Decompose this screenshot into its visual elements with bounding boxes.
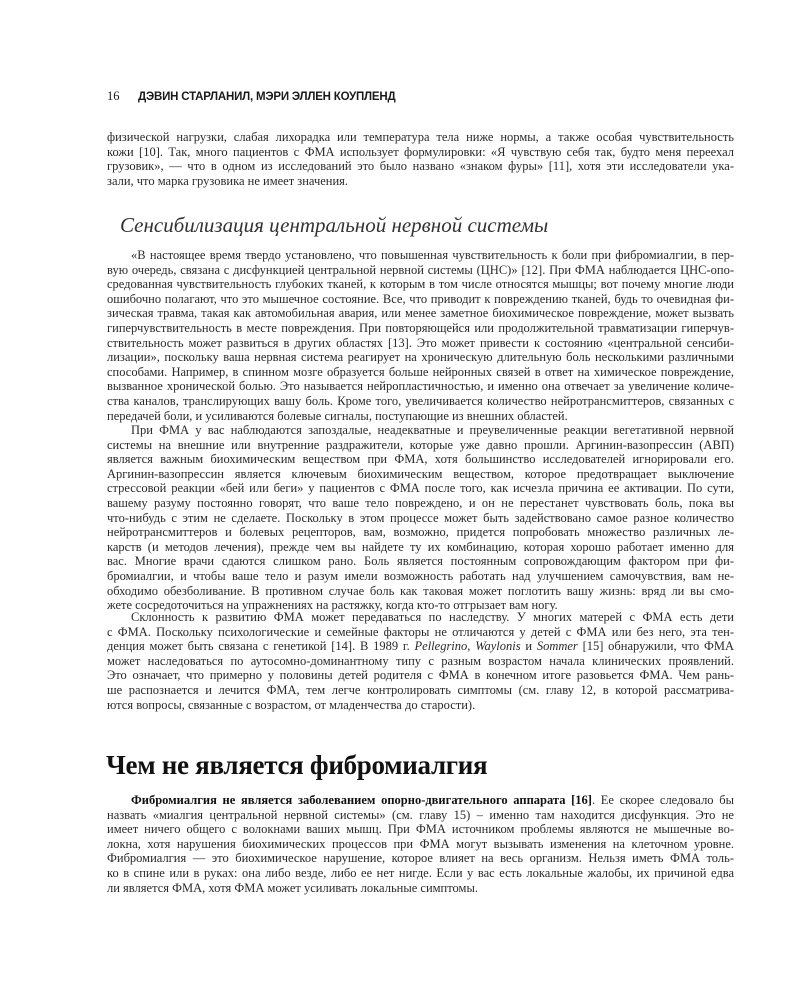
text-line: имеет ничего общего с волокнами ваших мышц. При ФМА источником проблемы являются не мышечные во- [107, 822, 734, 837]
text-line: что-нибудь с этим не сделаете. Поскольку в этом процессе может быть задействовано самое разное количество [107, 510, 734, 525]
paragraph [107, 610, 734, 712]
text-line: кожи [10]. Так, много пациентов с ФМА использует формулировки: «Я чувствую себя так, будто меня переехал [107, 144, 734, 159]
text-line: локна, хотя нарушения биохимических процессов при ФМА могут вызывать изменения на клеточном уровне. [107, 836, 734, 851]
text-span: [15] обнаружили, что ФМА [577, 639, 734, 654]
text-line: ствительность может развиться в других областях [13]. Это может привести к состоянию «центральной сенсиби- [107, 335, 734, 350]
chapter-title: Чем не является фибромиалгия [106, 750, 488, 780]
text-line: вас. Многие врачи сдаются слишком рано. Боль является постоянным сопровождающим фактором при фи- [107, 554, 734, 569]
text-line: передачей боли, и усиливаются болевые сигналы, поступающие из внешних областей. [107, 408, 568, 423]
text-line: жете сосредоточиться на упражнениях на растяжку, когда кто-то отгрызает вам ногу. [107, 598, 558, 613]
text-line: При ФМА у вас наблюдаются запоздалые, неадекватные и преувеличенные реакции вегетативной нервной [131, 423, 734, 437]
text-line: вызванное хронической болью. Это называется нейропластичностью, и именно она отвечает за увеличение количе- [107, 379, 734, 394]
text-line: Фибромиалгия — это биохимическое нарушение, которое влияет на весь организм. Нельзя иметь ФМА толь- [107, 851, 734, 866]
text-line: ются вопросы, связанные с возрастом, от младенчества до старости). [107, 697, 476, 712]
text-line: зическая травма, такая как автомобильная авария, или менее заметное биохимическое повреждение, может вызвать [107, 306, 734, 321]
text-line: способами. Например, в спинном мозге образуется больше нейронных связей в ответ на химическое повреждение, [107, 364, 734, 379]
bold-text: Фибромиалгия не является заболеванием опорно-двигательного аппарата [16] [131, 793, 592, 807]
text-line: Аргинин-вазопрессин является ключевым биохимическим веществом, которое предотвращает выключение [107, 466, 734, 481]
text-line: лизации», поскольку ваша нервная система реагирует на хроническую длительную боль несколькими различными [107, 350, 734, 365]
text-line: ше распознается и лечится ФМА, тем легче контролировать симптомы (см. главу 12, в которой рассматрива- [107, 682, 734, 697]
running-head [107, 89, 396, 104]
text-line: бромиалгии, и чтобы ваше тело и разум имели возможность работать над улучшением самочувствия, вам не- [107, 568, 734, 583]
paragraph [107, 130, 734, 188]
text-line: нейротрансмиттеров и болевых рецепторов, вам, возможно, придется попробовать множество различных ле- [107, 525, 734, 540]
text-line [107, 793, 734, 808]
text-line: Это означает, что примерно у половины детей родителя с ФМА в конечном итоге разовьется ФМА. Чем рань- [107, 668, 734, 683]
text-line: вую очередь, связана с дисфункцией центральной нервной системы (ЦНС)» [12]. При ФМА наблюдается ЦНС-опо- [107, 262, 734, 277]
text-span: , [467, 639, 476, 654]
text-span: денция может быть связана с генетикой [14]. В 1989 г. [107, 639, 415, 654]
page-number: 16 [107, 89, 120, 103]
text-line: ства каналов, транслирующих вашу боль. Кроме того, увеличивается количество нейротрансмиттеров, связанных с [107, 393, 734, 408]
italic-text: Waylonis [475, 639, 521, 654]
text-line: грузовик», — что в одном из исследований это было названо «знаком фуры» [11], хотя эти исследователи ука- [107, 159, 734, 174]
section-title: Сенсибилизация центральной нервной системы [120, 213, 549, 237]
text-line: карств (и методов лечения), прежде чем вы найдете ту их комбинацию, которая хорошо работает именно для [107, 539, 734, 554]
text-line: назвать «миалгия центральной нервной системы» (см. главу 15) – именно там находится дисфункция. Это не [107, 807, 734, 822]
italic-text: Pellegrino [414, 639, 468, 654]
text-line: ли является ФМА, хотя ФМА может усиливать локальные симптомы. [107, 880, 478, 895]
paragraph [107, 793, 734, 895]
text-line [107, 639, 734, 654]
text-line: ко в спине или в руках: она либо везде, либо ее нет нигде. Если у вас есть локальные жалобы, их причиной едва [107, 865, 734, 880]
text-line: Склонность к развитию ФМА может передаваться по наследству. У многих матерей с ФМА есть дети [131, 610, 734, 624]
text-line: вашему разуму постоянно говорят, что ваше тело повреждено, и он не перестанет чувствовать боль, пока вы [107, 495, 734, 510]
text-line: ошибочно полагают, что это мышечное состояние. Все, что приводит к повреждению тканей, будь то очевидная фи- [107, 291, 734, 306]
text-line: стрессовой реакции «бей или беги» у пациентов с ФМА после того, как исчезла причина ее активации. По сути, [107, 481, 734, 496]
text-line: физической нагрузки, слабая лихорадка или температура тела ниже нормы, а также особая чувствительность [107, 130, 734, 144]
text-line: является важным биохимическим веществом при ФМА, хотя большинство исследователей игнорировали его. [107, 452, 734, 467]
text-line: обходимо обезболивание. В противном случае боль как таковая может поглотить вашу жизнь: вряд ли вы смо- [107, 583, 734, 598]
text-line: гиперчувствительность в месте повреждения. При повторяющейся или продолжительной травматизации гиперчув- [107, 320, 734, 335]
text-span: . Ее скорее следовало бы [591, 793, 734, 807]
text-line: системы на внешние или внутренние раздражители, которые уже давно прошли. Аргинин-вазопрессин (АВП) [107, 437, 734, 452]
paragraph [107, 423, 734, 613]
text-line: средованная чувствительность глубоких тканей, к которым в том числе относятся мышцы; вот почему многие люди [107, 277, 734, 292]
running-head-authors: ДЭВИН СТАРЛАНИЛ, МЭРИ ЭЛЛЕН КОУПЛЕНД [138, 91, 396, 103]
text-line: может наследоваться по аутосомно-доминантному типу с разным возрастом начала клинических проявлений. [107, 653, 734, 668]
text-line: зали, что марка грузовика не имеет значения. [107, 173, 349, 188]
text-span: и [520, 639, 537, 654]
text-line: с ФМА. Поскольку психологические и семейные факторы не отличаются у детей с ФМА или без него, эта тен- [107, 624, 734, 639]
paragraph [107, 248, 734, 423]
text-line: «В настоящее время твердо установлено, что повышенная чувствительность к боли при фибромиалгии, в пер- [131, 248, 734, 262]
italic-text: Sommer [536, 639, 578, 654]
